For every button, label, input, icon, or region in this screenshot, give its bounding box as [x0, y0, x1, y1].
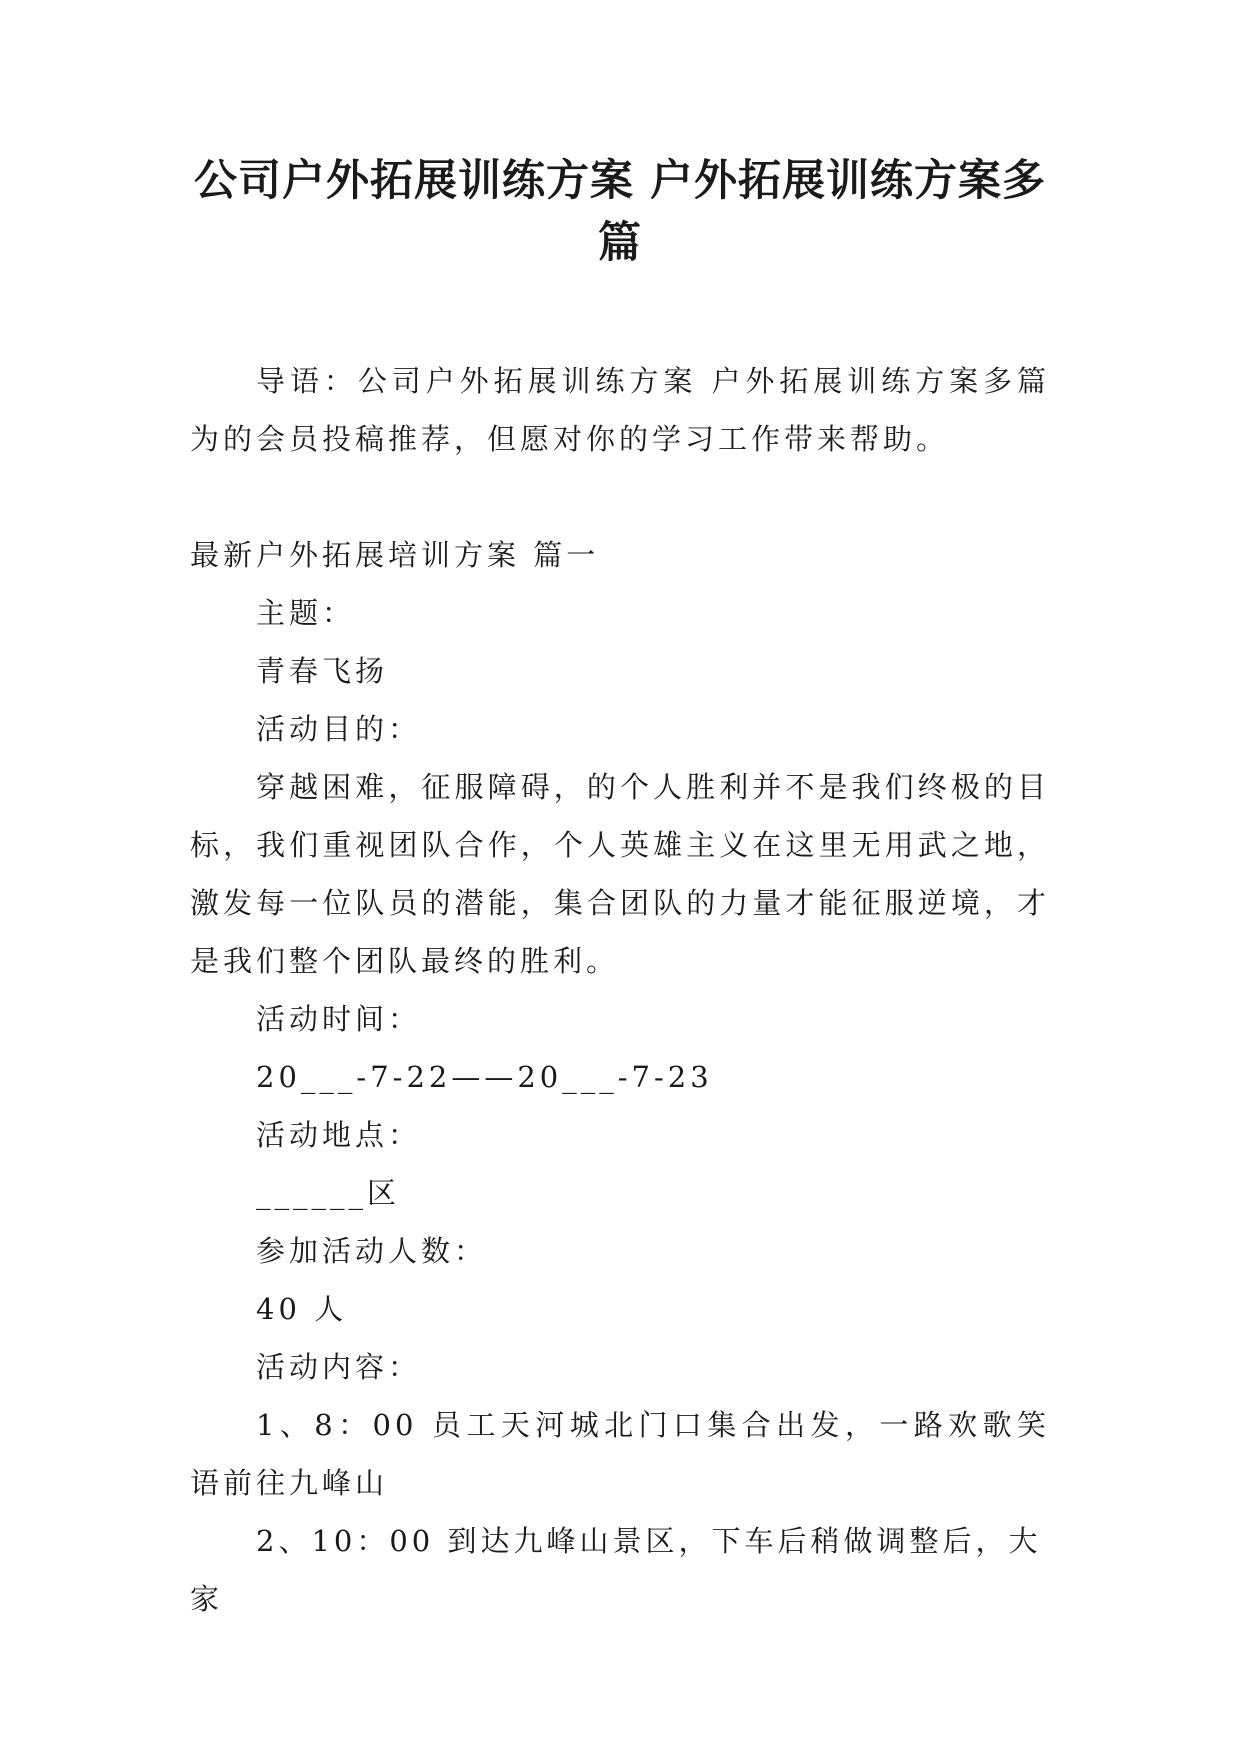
- content-label: 活动内容：: [256, 1350, 422, 1384]
- purpose-paragraph: 穿越困难，征服障碍，的个人胜利并不是我们终极的目标，我们重视团队合作，个人英雄主义在这里无用武之地，激发每一位队员的潜能，集合团队的力量才能征服逆境，才是我们整个团队最终的胜利。: [190, 770, 1050, 978]
- content-item-1: 1、8：00 员工天河城北门口集合出发，一路欢歌笑语前往九峰山: [190, 1408, 1050, 1500]
- people-label: 参加活动人数：: [256, 1234, 488, 1268]
- theme-value: 青春飞扬: [256, 654, 389, 688]
- intro-paragraph: 导语：公司户外拓展训练方案 户外拓展训练方案多篇为的会员投稿推荐，但愿对你的学习工作带来帮助。: [190, 364, 1050, 456]
- time-label: 活动时间：: [256, 1002, 422, 1036]
- place-label: 活动地点：: [256, 1118, 422, 1152]
- theme-label: 主题：: [256, 596, 356, 630]
- time-value: 20___-7-22——20___-7-23: [256, 1060, 713, 1094]
- people-value: 40 人: [256, 1292, 348, 1326]
- content-item-2: 2、10：00 到达九峰山景区，下车后稍做调整后，大家: [190, 1524, 1042, 1616]
- purpose-label: 活动目的：: [256, 712, 422, 746]
- place-value: ______区: [256, 1176, 401, 1210]
- document-body: [190, 352, 1050, 1628]
- document-title: 公司户外拓展训练方案 户外拓展训练方案多篇: [194, 156, 1046, 268]
- section-heading: 最新户外拓展培训方案 篇一: [190, 538, 600, 572]
